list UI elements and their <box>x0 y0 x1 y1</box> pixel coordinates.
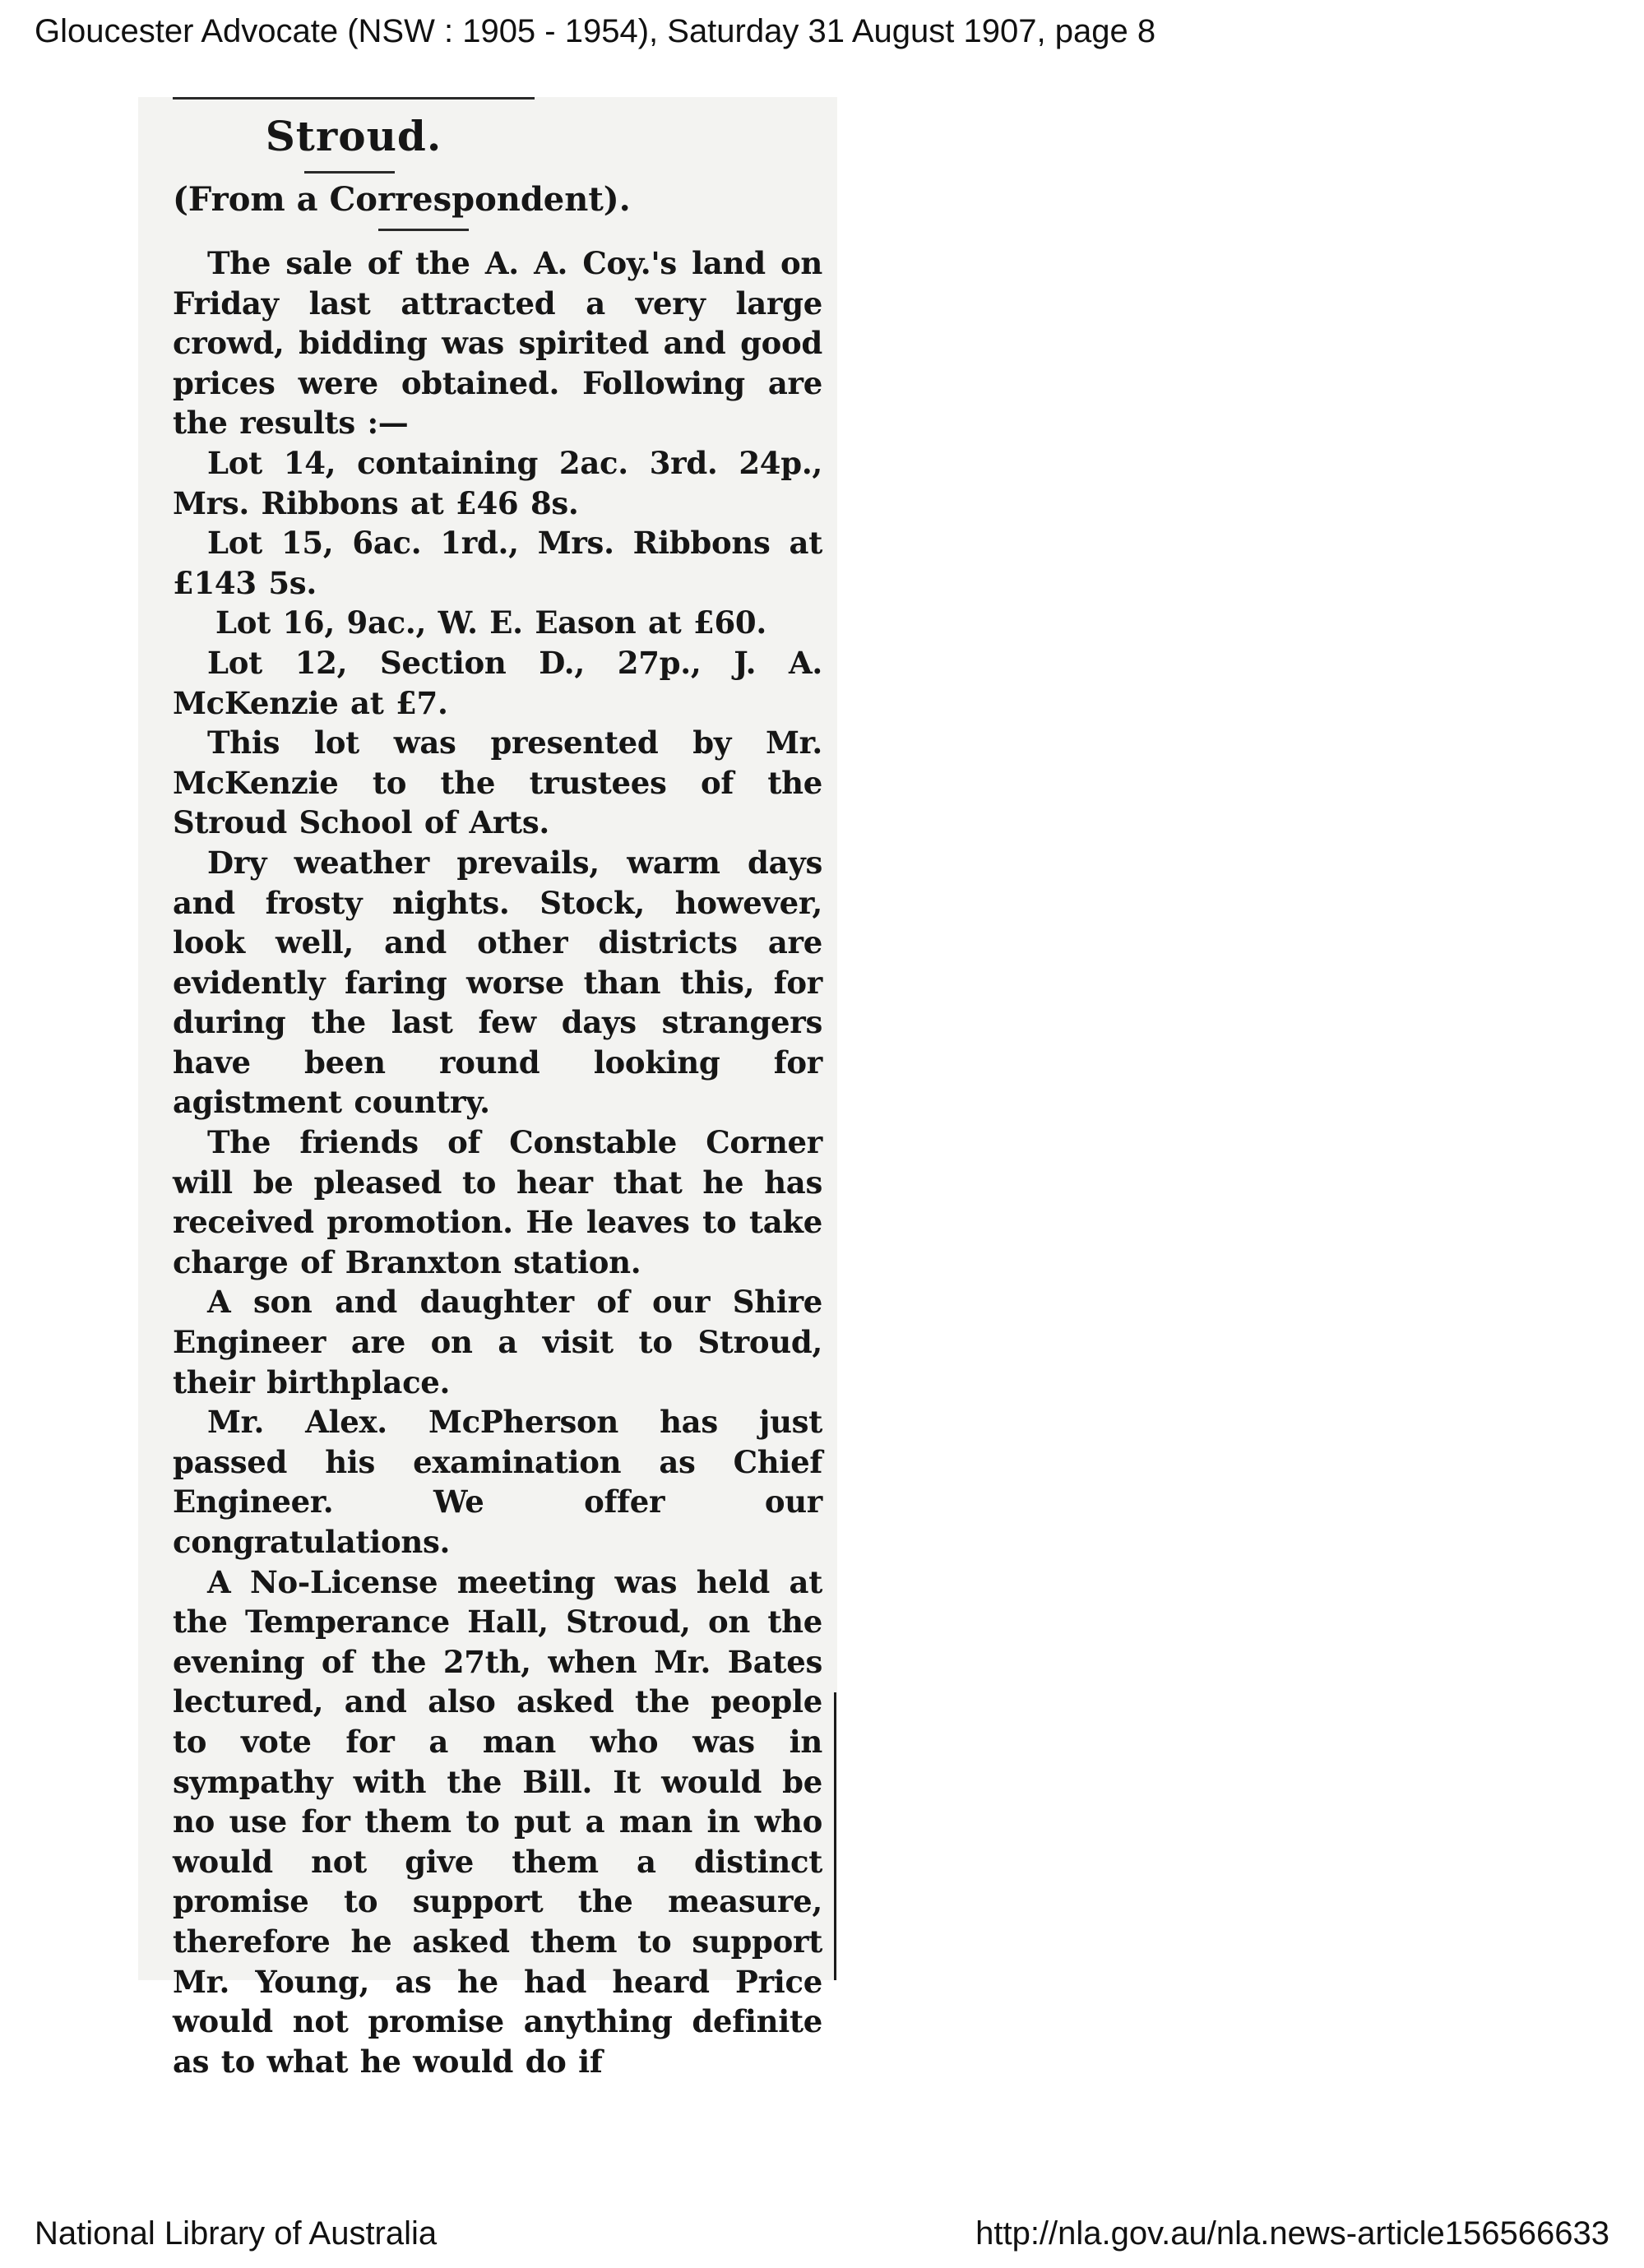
paragraph-weather: Dry weather prevails, warm days and frosty nights. Stock, however, look well, and other districts are evidently faring worse than this, for during the last few days strangers have been round looking for agistment country. <box>173 844 822 1121</box>
top-rule <box>173 97 535 100</box>
column-rule <box>834 1692 836 1980</box>
paragraph-visit: A son and daughter of our Shire Engineer are on a visit to Stroud, their birthplace. <box>173 1284 822 1400</box>
byline-rule <box>378 229 469 231</box>
article-byline: (From a Correspondent). <box>173 180 631 219</box>
paragraph-examination: Mr. Alex. McPherson has just passed his examination as Chief Engineer. We offer our congratulations. <box>173 1404 822 1560</box>
paragraph-meeting: A No-License meeting was held at the Temperance Hall, Stroud, on the evening of the 27th, when Mr. Bates lectured, and also asked the people to vote for a man who was in sympathy with the Bill. It would be no use for them to put a man in who would not give them a distinct promise to support the measure, therefore he asked them to support Mr. Young, as he had heard Price would not promise anything definite as to what he would do if <box>173 1563 822 2080</box>
paragraph-lot-14: Lot 14, containing 2ac. 3rd. 24p., Mrs. Ribbons at £46 8s. <box>173 444 822 521</box>
article-body <box>173 243 822 2081</box>
footer-url: http://nla.gov.au/nla.news-article156566633 <box>975 2215 1609 2252</box>
paragraph-sale: The sale of the A. A. Coy.'s land on Friday last attracted a very large crowd, bidding was spirited and good prices were obtained. Following are the results :— <box>173 245 822 442</box>
title-rule <box>304 171 395 174</box>
paragraph-lot-presented: This lot was presented by Mr. McKenzie to the trustees of the Stroud School of Arts. <box>173 724 822 841</box>
page-citation: Gloucester Advocate (NSW : 1905 - 1954), Saturday 31 August 1907, page 8 <box>35 13 1156 49</box>
paragraph-constable: The friends of Constable Corner will be pleased to hear that he has received promotion. He leaves to take charge of Branxton station. <box>173 1124 822 1280</box>
newspaper-clipping <box>138 97 837 2080</box>
article-title: Stroud. <box>265 112 442 160</box>
paragraph-lot-15: Lot 15, 6ac. 1rd., Mrs. Ribbons at £143 5s. <box>173 525 822 601</box>
footer-publisher: National Library of Australia <box>35 2215 438 2252</box>
paragraph-lot-12: Lot 12, Section D., 27p., J. A. McKenzie at £7. <box>173 644 822 721</box>
paragraph-lot-16: Lot 16, 9ac., W. E. Eason at £60. <box>215 604 766 641</box>
